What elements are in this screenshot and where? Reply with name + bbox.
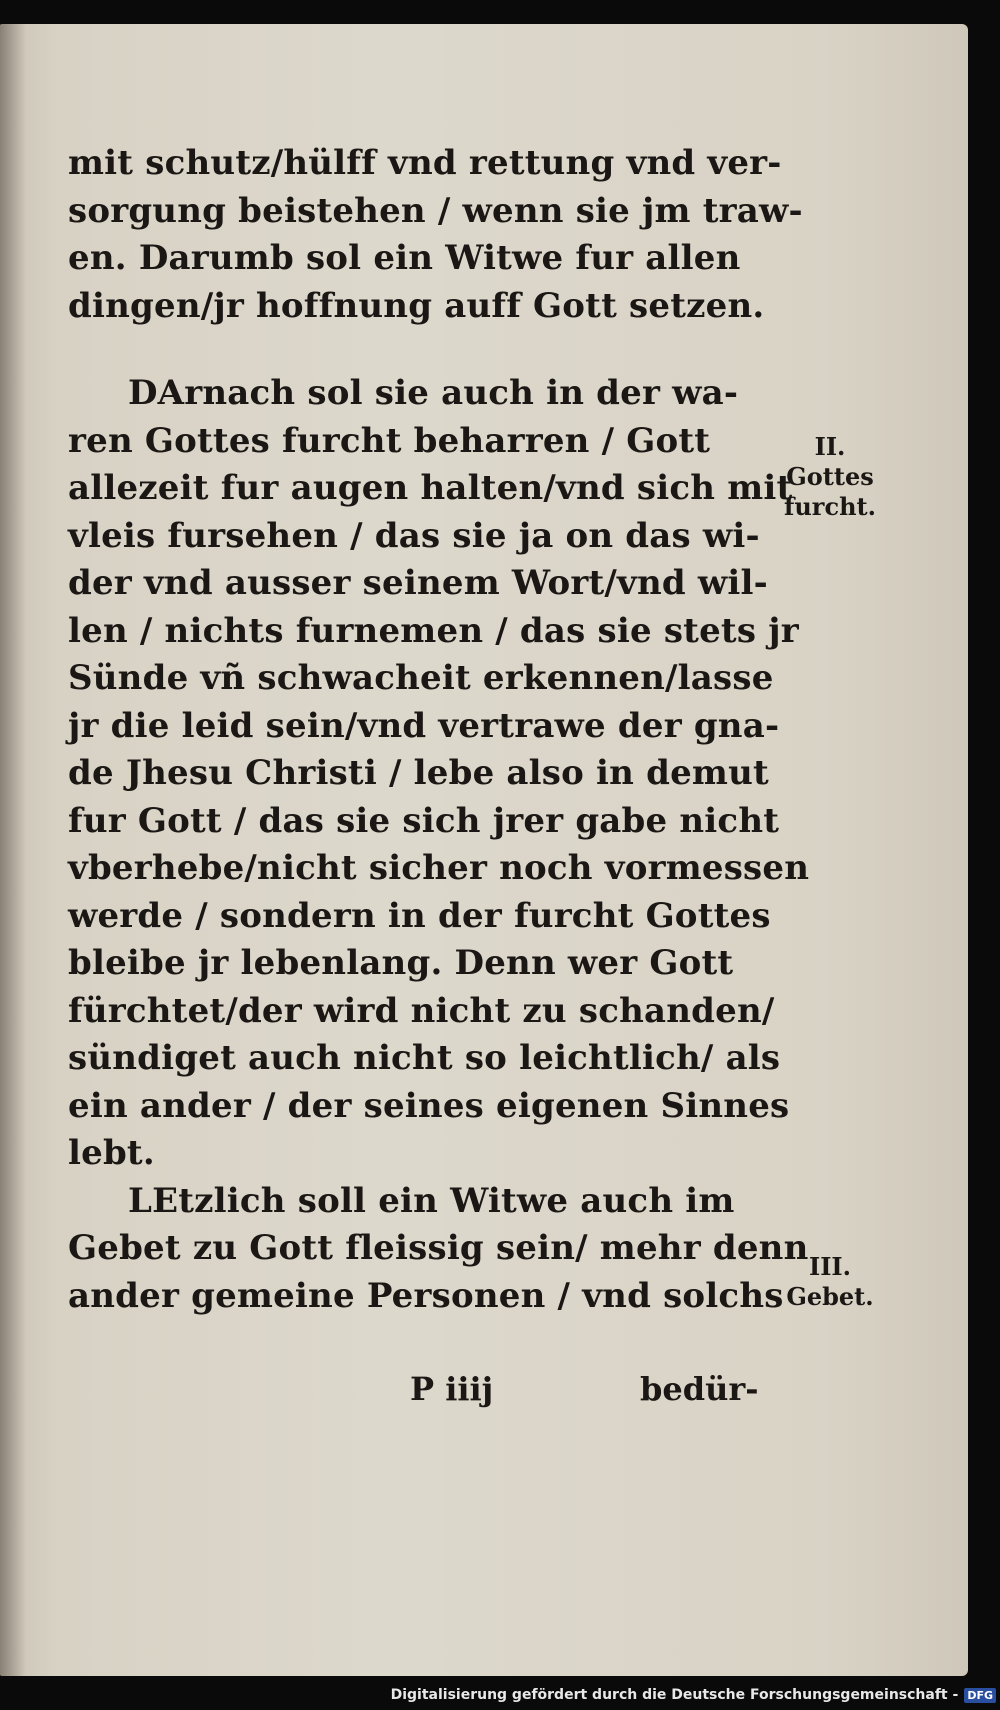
text-line: ander gemeine Personen / vnd solchs bbox=[68, 1275, 784, 1316]
text-line: vleis fursehen / das sie ja on das wi- bbox=[68, 515, 760, 556]
text-line: ein ander / der seines eigenen Sinnes bbox=[68, 1085, 790, 1126]
marginal-label: Gebet. bbox=[786, 1282, 874, 1311]
text-line: ren Gottes furcht beharren / Gott bbox=[68, 420, 711, 461]
text-line: de Jhesu Christi / lebe also in demut bbox=[68, 753, 769, 793]
text-line: dingen/jr hoffnung auff Gott setzen. bbox=[68, 285, 765, 326]
marginal-label: Gottes bbox=[786, 462, 874, 491]
marginal-note-fear-of-god bbox=[770, 432, 890, 522]
text-line: LEtzlich soll ein Witwe auch im bbox=[128, 1180, 735, 1221]
marginal-number: II. bbox=[814, 432, 846, 461]
text-line: lebt. bbox=[68, 1133, 155, 1173]
text-line: DArnach sol sie auch in der wa- bbox=[128, 373, 739, 413]
text-line: der vnd ausser seinem Wort/vnd wil- bbox=[68, 563, 768, 603]
text-line: bleibe jr lebenlang. Denn wer Gott bbox=[68, 943, 734, 983]
text-line: len / nichts furnemen / das sie stets jr bbox=[68, 610, 799, 651]
catchword: bedür- bbox=[640, 1370, 759, 1408]
text-line: en. Darumb sol ein Witwe fur allen bbox=[68, 238, 741, 278]
text-line: sorgung beistehen / wenn sie jm traw- bbox=[68, 190, 803, 231]
marginal-note-prayer bbox=[770, 1252, 890, 1312]
page-gutter-shadow bbox=[0, 24, 26, 1676]
text-line: mit schutz/hülff vnd rettung vnd ver- bbox=[68, 143, 782, 183]
credit-text: Digitalisierung gefördert durch die Deutsche Forschungsgemeinschaft - bbox=[390, 1687, 959, 1703]
paragraph-gap bbox=[68, 330, 768, 370]
text-line: allezeit fur augen halten/vnd sich mit bbox=[68, 468, 793, 508]
dfg-logo: DFG bbox=[964, 1688, 996, 1703]
text-line: werde / sondern in der furcht Gottes bbox=[68, 895, 771, 936]
text-line: vberhebe/nicht sicher noch vormessen bbox=[68, 848, 810, 888]
text-line: jr die leid sein/vnd vertrawe der gna- bbox=[68, 705, 780, 746]
text-line: Sünde vñ schwacheit erkennen/lasse bbox=[68, 658, 774, 698]
marginal-number: III. bbox=[808, 1252, 852, 1281]
text-line: sündiget auch nicht so leichtlich/ als bbox=[68, 1038, 781, 1078]
text-line: Gebet zu Gott fleissig sein/ mehr denn bbox=[68, 1228, 809, 1268]
signature-mark: P iiij bbox=[410, 1370, 494, 1408]
marginal-label: furcht. bbox=[784, 492, 876, 521]
main-text bbox=[68, 140, 810, 1320]
text-line: fur Gott / das sie sich jrer gabe nicht bbox=[68, 800, 780, 841]
text-line: fürchtet/der wird nicht zu schanden/ bbox=[68, 990, 775, 1031]
digitization-credit bbox=[391, 1682, 996, 1708]
